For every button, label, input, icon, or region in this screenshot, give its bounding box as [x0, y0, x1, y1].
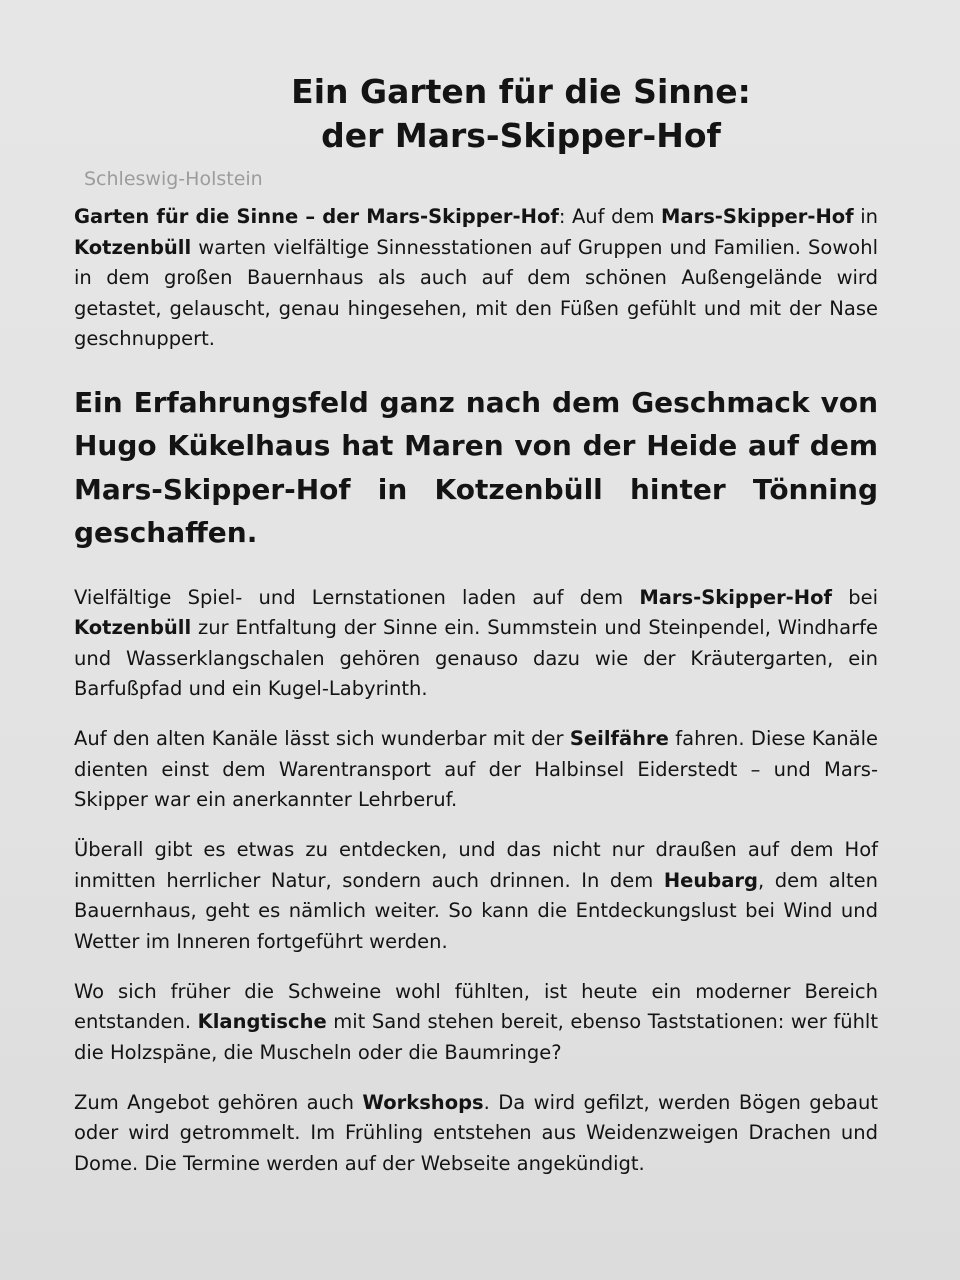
page-title — [164, 70, 878, 158]
paragraph-workshops — [74, 1088, 878, 1180]
para4-text-1: Wo sich früher die Schweine wohl fühlten, ist heute ein moderner Bereich entstanden. — [74, 979, 878, 1033]
para3-text-2: , dem alten Bauernhaus, geht es nämlich weiter. So kann die Entdeckungslust bei Wind und Wetter im Inneren fortgeführt werden. — [74, 868, 878, 953]
intro-text-1: : Auf dem — [558, 205, 662, 228]
para2-text-2: fahren. Diese Kanäle dienten einst dem Warentransport auf der Halbinsel Eiderstedt – und Mars-Skipper war ein anerkannter Lehrberuf. — [74, 727, 878, 811]
para1-text-2: bei — [831, 585, 878, 609]
para1-text-1: Vielfältige Spiel- und Lernstationen laden auf dem — [74, 585, 640, 609]
intro-paragraph — [74, 202, 878, 355]
para1-bold-1: Mars-Skipper-Hof — [639, 585, 832, 609]
intro-lead-bold: Garten für die Sinne – der Mars-Skipper-Hof — [74, 205, 559, 228]
region-label: Schleswig-Holstein — [84, 168, 263, 190]
para2-bold-1: Seilfähre — [569, 727, 669, 750]
para2-text-1: Auf den alten Kanäle lässt sich wunderbar mit der — [74, 727, 570, 750]
paragraph-klangtische — [74, 977, 878, 1069]
title-line-1: Ein Garten für die Sinne: — [291, 72, 751, 111]
intro-text-3: warten vielfältige Sinnesstationen auf Gruppen und Familien. Sowohl in dem großen Bauernhaus als auch auf dem schönen Außengelände wird getastet, gelauscht, genau hingesehen, mit den Füßen gefühlt und mit der Nase geschnuppert. — [74, 235, 878, 350]
intro-bold-2: Kotzenbüll — [74, 235, 192, 259]
para1-bold-2: Kotzenbüll — [74, 616, 192, 639]
para5-text-2: . Da wird gefilzt, werden Bögen gebaut oder wird getrommelt. Im Frühling entstehen aus Weidenzweigen Drachen und Dome. Die Termine werden auf der Webseite angekündigt. — [74, 1090, 878, 1175]
lead-heading: Ein Erfahrungsfeld ganz nach dem Geschmack von Hugo Kükelhaus hat Maren von der Heide auf dem Mars-Skipper-Hof in Kotzenbüll hinter Tönning geschaffen. — [74, 385, 878, 549]
para4-bold-1: Klangtische — [197, 1010, 327, 1033]
paragraph-heubarg — [74, 835, 878, 957]
para3-bold-1: Heubarg — [663, 868, 758, 892]
intro-bold-1: Mars-Skipper-Hof — [661, 205, 854, 228]
para4-text-2: mit Sand stehen bereit, ebenso Taststationen: wer fühlt die Holzspäne, die Muscheln oder die Baumringe? — [74, 1010, 878, 1064]
para5-bold-1: Workshops — [362, 1090, 484, 1114]
para3-text-1: Überall gibt es etwas zu entdecken, und das nicht nur draußen auf dem Hof inmitten herrlicher Natur, sondern auch drinnen. In dem — [74, 838, 878, 892]
intro-text-2: in — [853, 205, 878, 228]
paragraph-stations — [74, 583, 878, 705]
title-line-2: der Mars-Skipper-Hof — [321, 116, 721, 155]
para5-text-1: Zum Angebot gehören auch — [74, 1090, 363, 1114]
para1-text-3: zur Entfaltung der Sinne ein. Summstein und Steinpendel, Windharfe und Wasserklangschalen gehören genauso dazu wie der Kräutergarten, ein Barfußpfad und ein Kugel-Labyrinth. — [74, 616, 878, 700]
paragraph-canals — [74, 724, 878, 816]
